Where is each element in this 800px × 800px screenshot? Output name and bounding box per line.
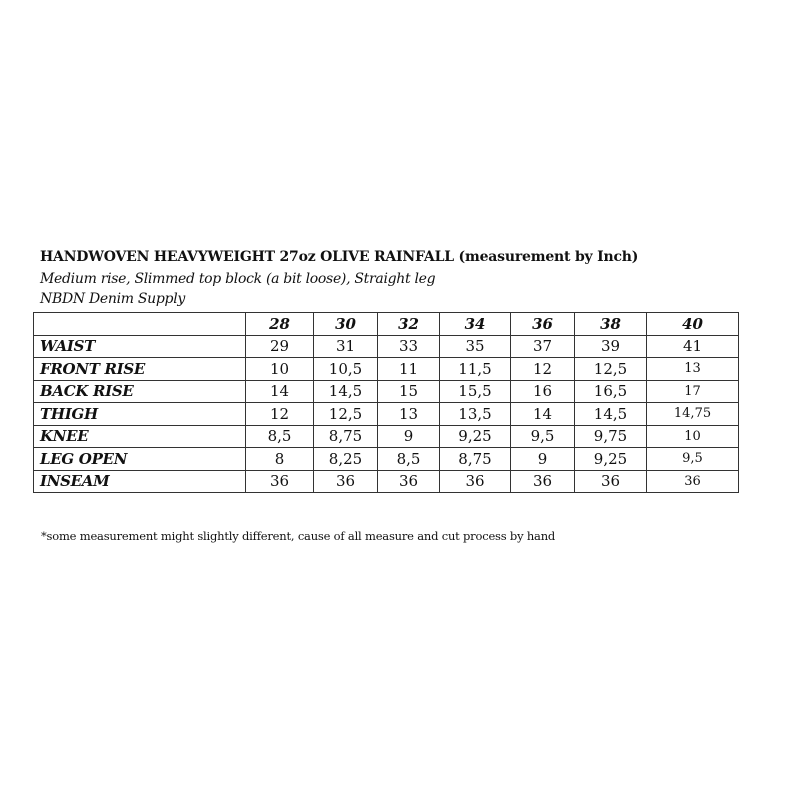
table-row	[34, 403, 739, 426]
table-cell: 9,25	[575, 448, 647, 471]
table-cell: 11	[378, 358, 440, 381]
table-cell: 36	[440, 470, 511, 493]
row-label: KNEE	[34, 425, 246, 448]
table-row	[34, 380, 739, 403]
table-cell: 8	[246, 448, 314, 471]
table-cell: 36	[314, 470, 378, 493]
row-label: INSEAM	[34, 470, 246, 493]
table-cell: 9,75	[575, 425, 647, 448]
table-cell: 8,25	[314, 448, 378, 471]
table-cell: 13	[378, 403, 440, 426]
table-cell: 39	[575, 335, 647, 358]
table-cell: 15,5	[440, 380, 511, 403]
table-header-row	[34, 313, 739, 336]
table-cell: 37	[511, 335, 575, 358]
row-label: LEG OPEN	[34, 448, 246, 471]
table-cell: 35	[440, 335, 511, 358]
table-cell: 14,5	[314, 380, 378, 403]
table-row	[34, 335, 739, 358]
table-cell: 29	[246, 335, 314, 358]
row-label: THIGH	[34, 403, 246, 426]
table-cell: 17	[647, 380, 739, 403]
size-header: 34	[440, 313, 511, 336]
table-cell: 14	[511, 403, 575, 426]
table-cell: 12	[246, 403, 314, 426]
table-row	[34, 358, 739, 381]
table-cell: 9,5	[511, 425, 575, 448]
size-header: 36	[511, 313, 575, 336]
table-cell: 33	[378, 335, 440, 358]
table-row	[34, 448, 739, 471]
table-cell: 10	[246, 358, 314, 381]
size-header: 30	[314, 313, 378, 336]
table-cell: 8,5	[378, 448, 440, 471]
table-cell: 8,75	[440, 448, 511, 471]
table-cell: 14,5	[575, 403, 647, 426]
brand-name: NBDN Denim Supply	[40, 291, 186, 307]
table-cell: 15	[378, 380, 440, 403]
table-corner-cell	[34, 313, 246, 336]
size-header: 28	[246, 313, 314, 336]
table-cell: 8,5	[246, 425, 314, 448]
table-cell: 8,75	[314, 425, 378, 448]
table-cell: 36	[511, 470, 575, 493]
row-label: BACK RISE	[34, 380, 246, 403]
row-label: FRONT RISE	[34, 358, 246, 381]
table-cell: 12,5	[314, 403, 378, 426]
size-header: 40	[647, 313, 739, 336]
footnote: *some measurement might slightly different, cause of all measure and cut process by hand	[41, 529, 556, 543]
table-cell: 9,25	[440, 425, 511, 448]
row-label: WAIST	[34, 335, 246, 358]
table-cell: 12	[511, 358, 575, 381]
table-cell: 12,5	[575, 358, 647, 381]
table-cell: 36	[575, 470, 647, 493]
table-cell: 36	[246, 470, 314, 493]
table-cell: 16	[511, 380, 575, 403]
table-row	[34, 470, 739, 493]
table-cell: 16,5	[575, 380, 647, 403]
table-cell: 9	[511, 448, 575, 471]
document-header	[40, 246, 740, 308]
table-cell: 13	[647, 358, 739, 381]
table-cell: 41	[647, 335, 739, 358]
table-cell: 10,5	[314, 358, 378, 381]
size-header: 32	[378, 313, 440, 336]
table-cell: 9	[378, 425, 440, 448]
size-chart-table	[33, 312, 739, 493]
table-cell: 14	[246, 380, 314, 403]
table-row	[34, 425, 739, 448]
table-cell: 9,5	[647, 448, 739, 471]
table-cell: 31	[314, 335, 378, 358]
table-cell: 36	[647, 470, 739, 493]
table-cell: 36	[378, 470, 440, 493]
table-cell: 11,5	[440, 358, 511, 381]
size-header: 38	[575, 313, 647, 336]
table-cell: 10	[647, 425, 739, 448]
table-cell: 13,5	[440, 403, 511, 426]
page-subtitle: Medium rise, Slimmed top block (a bit loose), Straight leg	[40, 271, 436, 287]
page-title: HANDWOVEN HEAVYWEIGHT 27oz OLIVE RAINFALL (measurement by Inch)	[40, 249, 639, 265]
table-cell: 14,75	[647, 403, 739, 426]
